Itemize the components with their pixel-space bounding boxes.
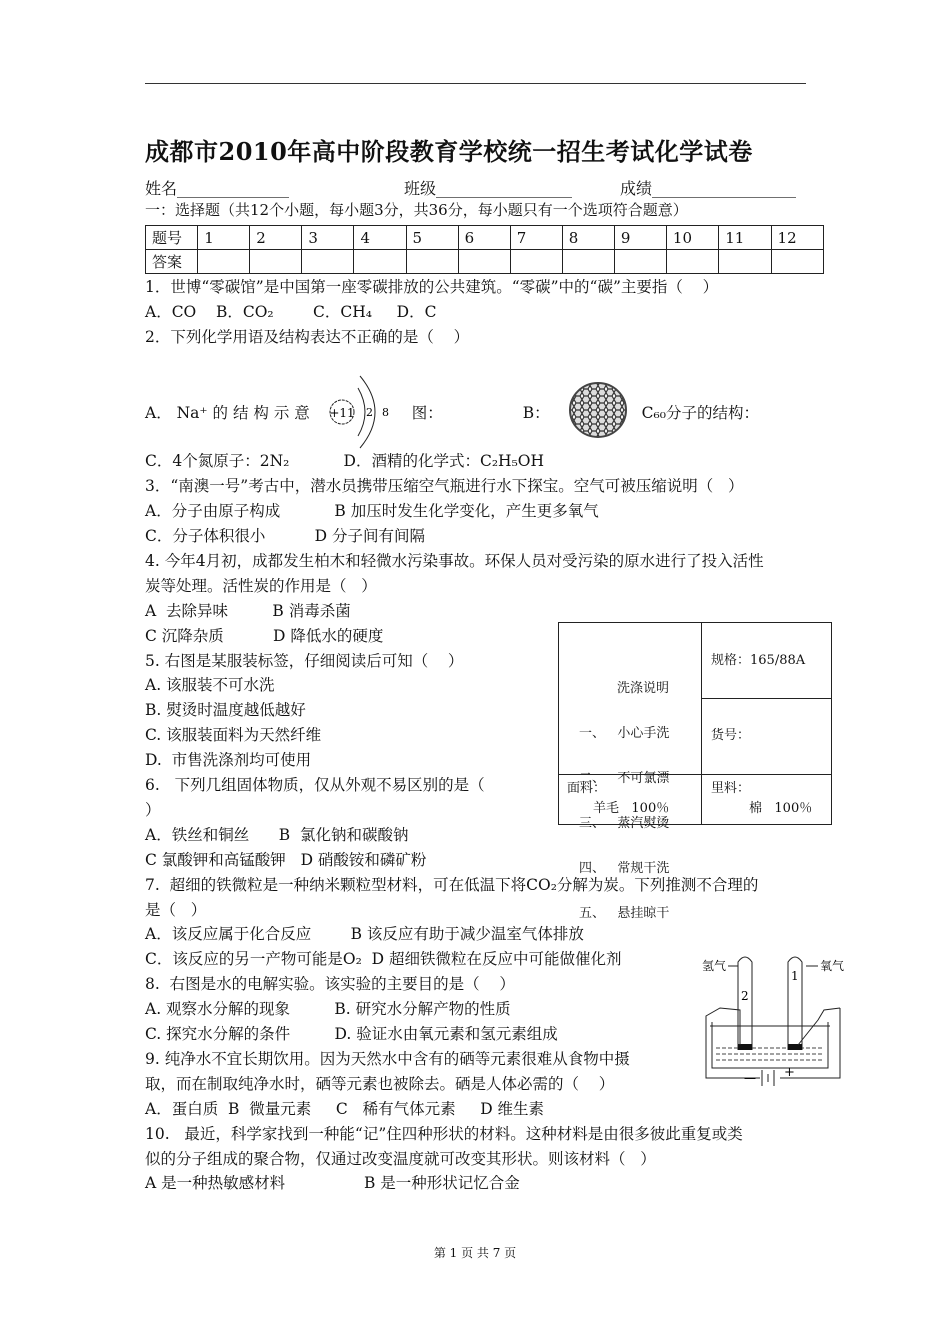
text-line: A 去除异味 B 消毒杀菌: [145, 601, 351, 620]
answer-cell[interactable]: [666, 250, 718, 274]
answer-cell[interactable]: [458, 250, 510, 274]
text-line: 7. 超细的铁微粒是一种纳米颗粒型材料，可在低温下将CO₂分解为炭。下列推测不合理的: [145, 875, 759, 894]
text-line: A．该反应属于化合反应 B 该反应有助于减少温室气体排放: [145, 925, 584, 944]
text-line: A．分子由原子构成 B 加压时发生化学变化，产生更多氧气: [145, 502, 599, 521]
score-field: 成绩__________________: [620, 179, 797, 198]
question-number-cell: 10: [666, 226, 718, 250]
tube-1-number: 1: [791, 969, 799, 983]
lining-label: 里料：: [711, 781, 751, 796]
wash-item: 三、 蒸汽熨烫: [579, 816, 670, 831]
sodium-ion-diagram: [320, 372, 400, 452]
text-line: 6. 下列几组固体物质，仅从外观不易区别的是（: [145, 776, 485, 794]
text-line: 炭等处理。活性炭的作用是（ ）: [145, 576, 377, 595]
text-line: A．蛋白质 B 微量元素 C 稀有气体元素 D 维生素: [145, 1099, 545, 1118]
question-number-cell: 7: [510, 226, 562, 250]
text-line: 4. 今年4月初，成都发生柏木和轻微水污染事故。环保人员对受污染的原水进行了投入活性: [145, 551, 764, 570]
row-label: 答案: [146, 250, 198, 274]
answer-cell[interactable]: [771, 250, 823, 274]
header-rule: [145, 83, 806, 84]
text-line: C 氯酸钾和高锰酸钾 D 硝酸铵和磷矿粉: [145, 850, 427, 869]
wash-item: 一、 小心手洗: [579, 726, 670, 741]
answer-cell[interactable]: [406, 250, 458, 274]
text-line: C. 该服装面料为天然纤维: [145, 726, 322, 745]
question-number-cell: 6: [458, 226, 510, 250]
wash-item: 二、 不可氯漂: [579, 771, 670, 786]
wash-title: 洗涤说明: [617, 681, 670, 696]
hydrogen-label: 氢气: [702, 959, 727, 973]
text-line: 1．世博“零碳馆”是中国第一座零碳排放的公共建筑。“零碳”中的“碳”主要指（ ）: [145, 278, 719, 296]
text-line: B. 熨烫时温度越低越好: [145, 701, 306, 720]
page-footer: 第 1 页 共 7 页: [433, 1246, 517, 1260]
answer-cell[interactable]: [614, 250, 666, 274]
wash-item: 五、 悬挂晾干: [579, 906, 670, 921]
option-b-text: B：: [522, 404, 550, 422]
shell-1-count: 2: [365, 406, 373, 419]
text-line: 2．下列化学用语及结构表达不正确的是（ ）: [145, 327, 470, 346]
fabric-label: 面料：: [567, 781, 607, 796]
answer-cell[interactable]: [510, 250, 562, 274]
answer-cell[interactable]: [562, 250, 614, 274]
text-line: A 是一种热敏感材料 B 是一种形状记忆合金: [145, 1174, 520, 1193]
question-number-cell: 12: [771, 226, 823, 250]
question-number-row: [146, 226, 824, 250]
text-line: C 沉降杂质 D 降低水的硬度: [145, 626, 384, 645]
class-field: 班级_________________: [404, 179, 573, 198]
c60-molecule-image: [566, 382, 630, 442]
text-line: 5. 右图是某服装标签，仔细阅读后可知（ ）: [145, 651, 464, 670]
text-line: 是（ ）: [145, 900, 207, 919]
clothing-label: [558, 622, 832, 921]
answer-cell[interactable]: [354, 250, 406, 274]
text-line: 10. 最近，科学家找到一种能“记”住四种形状的材料。这种材料是由很多彼此重复或类: [145, 1124, 743, 1143]
text-line: ）: [145, 800, 161, 819]
negative-terminal: —: [744, 1071, 756, 1085]
text-line: D. 市售洗涤剂均可使用: [145, 751, 312, 770]
text-line: A. 该服装不可水洗: [145, 676, 275, 695]
question-number-cell: 2: [250, 226, 302, 250]
fabric-value: 羊毛 100％: [593, 801, 670, 816]
question-number-cell: 3: [302, 226, 354, 250]
text-line: C．4个氮原子：2N₂ D．酒精的化学式：C₂H₅OH: [145, 452, 545, 471]
nucleus-charge: +11: [329, 406, 355, 420]
tube-2-number: 2: [741, 989, 749, 1003]
lining-value: 棉 100％: [749, 801, 813, 816]
question-number-cell: 8: [562, 226, 614, 250]
answer-cell[interactable]: [250, 250, 302, 274]
text-line: A．铁丝和铜丝 B 氯化钠和碳酸钠: [145, 825, 409, 844]
name-field: 姓名______________: [145, 179, 290, 198]
answer-cell[interactable]: [302, 250, 354, 274]
answer-row: [146, 250, 824, 274]
page-title: 成都市2010年高中阶段教育学校统一招生考试化学试卷: [145, 137, 753, 166]
text-line: A. 观察水分解的现象 B. 研究水分解产物的性质: [145, 1000, 511, 1019]
question-number-cell: 5: [406, 226, 458, 250]
oxygen-label: 氧气: [820, 959, 845, 973]
option-b-suffix: C₆₀分子的结构：: [641, 404, 759, 422]
positive-terminal: +: [784, 1065, 795, 1080]
question-number-cell: 9: [614, 226, 666, 250]
question-number-cell: 11: [719, 226, 771, 250]
question-number-cell: 4: [354, 226, 406, 250]
shell-2-count: 8: [381, 406, 389, 419]
q2-diagram-row: [145, 372, 825, 452]
size-spec: 规格：165/88A: [711, 653, 806, 668]
text-line: 取，而在制取纯净水时，硒等元素也被除去。硒是人体必需的（ ）: [145, 1074, 615, 1093]
option-a-suffix: 图：: [411, 404, 443, 422]
text-line: C．该反应的另一产物可能是O₂ D 超细铁微粒在反应中可能做催化剂: [145, 950, 622, 969]
question-number-cell: 1: [198, 226, 250, 250]
text-line: 似的分子组成的聚合物，仅通过改变温度就可改变其形状。则该材料（ ）: [145, 1149, 656, 1168]
item-number: 货号：: [711, 728, 751, 743]
option-a-text: A． Na⁺ 的 结 构 示 意: [145, 404, 310, 422]
text-line: 8. 右图是水的电解实验。该实验的主要目的是（ ）: [145, 975, 515, 994]
row-label: 题号: [146, 226, 198, 250]
text-line: A．CO B．CO₂ C．CH₄ D．C: [145, 302, 437, 321]
answer-table: [145, 225, 824, 274]
water-electrolysis-diagram: [700, 950, 845, 1090]
text-line: 9. 纯净水不宜长期饮用。因为天然水中含有的硒等元素很难从食物中摄: [145, 1049, 630, 1068]
text-line: C. 探究水分解的条件 D. 验证水由氧元素和氢元素组成: [145, 1025, 558, 1043]
wash-item: 四、 常规干洗: [579, 861, 670, 876]
text-line: C．分子体积很小 D 分子间有间隔: [145, 527, 425, 545]
answer-cell[interactable]: [198, 250, 250, 274]
section-heading: 一：选择题（共12个小题，每小题3分，共36分，每小题只有一个选项符合题意）: [145, 201, 688, 219]
answer-cell[interactable]: [719, 250, 771, 274]
text-line: 3．“南澳一号”考古中，潜水员携带压缩空气瓶进行水下探宝。空气可被压缩说明（ ）: [145, 477, 744, 496]
